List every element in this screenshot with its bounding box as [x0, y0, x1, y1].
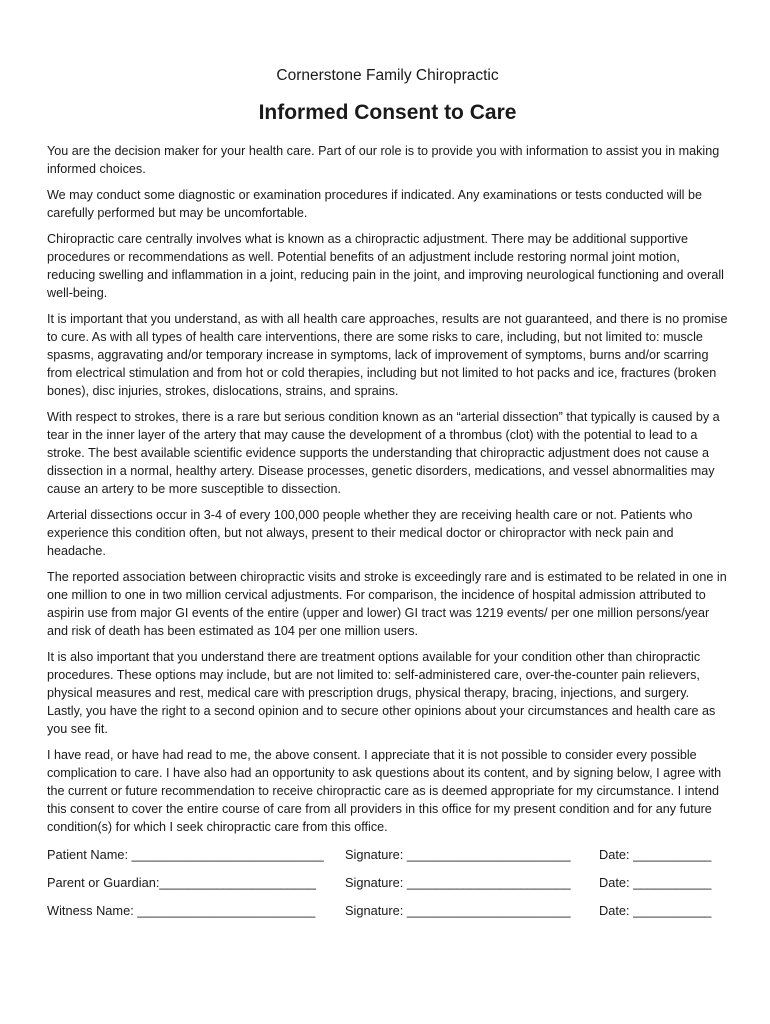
guardian-date-field[interactable]: Date: ___________	[599, 875, 712, 890]
witness-date-field[interactable]: Date: ___________	[599, 903, 712, 918]
paragraph-adjustment: Chiropractic care centrally involves what is known as a chiropractic adjustment. There may be additional supportive procedures or recommendations as well. Potential benefits of an adjustment include restoring normal joint motion, reducing swelling and inflammation in a joint, reducing pain in the joint, and improving neurological functioning and overall well-being.	[47, 232, 724, 300]
guardian-signature-field[interactable]: Signature: _______________________	[345, 875, 571, 890]
paragraph-acknowledgement: I have read, or have had read to me, the above consent. I appreciate that it is not possible to consider every possible complication to care. I have also had an opportunity to ask questions about its content, and by signing below, I agree with the current or future recommendation to receive chiropractic care as is deemed appropriate for my circumstance. I intend this consent to cover the entire course of care from all providers in this office for my present condition and for any future condition(s) for which I seek chiropractic care from this office.	[47, 748, 722, 834]
paragraph-decision-maker: You are the decision maker for your health care. Part of our role is to provide you with information to assist you in making informed choices.	[47, 144, 720, 176]
page-title: Informed Consent to Care	[258, 101, 517, 124]
patient-signature-field[interactable]: Signature: _______________________	[345, 847, 571, 862]
practice-name: Cornerstone Family Chiropractic	[276, 67, 499, 84]
patient-signature-row	[47, 846, 728, 864]
paragraph-risks: It is important that you understand, as with all health care approaches, results are not guaranteed, and there is no promise to cure. As with all types of health care interventions, there are some risks to care, including, but not limited to: muscle spasms, aggravating and/or temporary increase in symptoms, lack of improvement of symptoms, burns and/or scarring from electrical stimulation and from hot or cold therapies, including but not limited to hot packs and ice, fractures (broken bones), disc injuries, strokes, dislocations, strains, and sprains.	[47, 312, 728, 398]
patient-name-field[interactable]: Patient Name: ___________________________	[47, 847, 324, 862]
paragraph-strokes: With respect to strokes, there is a rare but serious condition known as an “arterial dissection” that typically is caused by a tear in the inner layer of the artery that may cause the development of a thrombus (clot) with the potential to lead to a stroke. The best available scientific evidence supports the understanding that chiropractic adjustment does not cause a dissection in a normal, healthy artery. Disease processes, genetic disorders, medications, and vessel abnormalities may cause an artery to be more susceptible to dissection.	[47, 410, 720, 496]
signature-block	[47, 846, 728, 920]
paragraph-association: The reported association between chiropractic visits and stroke is exceedingly rare and is estimated to be related in one in one million to one in two million cervical adjustments. For comparison, the incidence of hospital admission attributed to aspirin use from major GI events of the entire (upper and lower) GI tract was 1219 events/ per one million persons/year and risk of death has been estimated as 104 per one million users.	[47, 570, 727, 638]
guardian-signature-row	[47, 874, 728, 892]
patient-date-field[interactable]: Date: ___________	[599, 847, 712, 862]
witness-signature-row	[47, 902, 728, 920]
paragraph-treatment-options: It is also important that you understand there are treatment options available for your condition other than chiropractic procedures. These options may include, but are not limited to: self-administered care, over-the-counter pain relievers, physical measures and rest, medical care with prescription drugs, physical therapy, bracing, injections, and surgery. Lastly, you have the right to a second opinion and to secure other opinions about your circumstances and health care as you see fit.	[47, 650, 716, 736]
witness-signature-field[interactable]: Signature: _______________________	[345, 903, 571, 918]
witness-name-field[interactable]: Witness Name: _________________________	[47, 903, 316, 918]
consent-body	[47, 142, 728, 836]
guardian-name-field[interactable]: Parent or Guardian:______________________	[47, 875, 316, 890]
paragraph-examination: We may conduct some diagnostic or examination procedures if indicated. Any examinations or tests conducted will be carefully performed but may be uncomfortable.	[47, 188, 702, 220]
paragraph-arterial-dissections: Arterial dissections occur in 3-4 of every 100,000 people whether they are receiving health care or not. Patients who experience this condition often, but not always, present to their medical doctor or chiropractor with neck pain and headache.	[47, 508, 693, 558]
